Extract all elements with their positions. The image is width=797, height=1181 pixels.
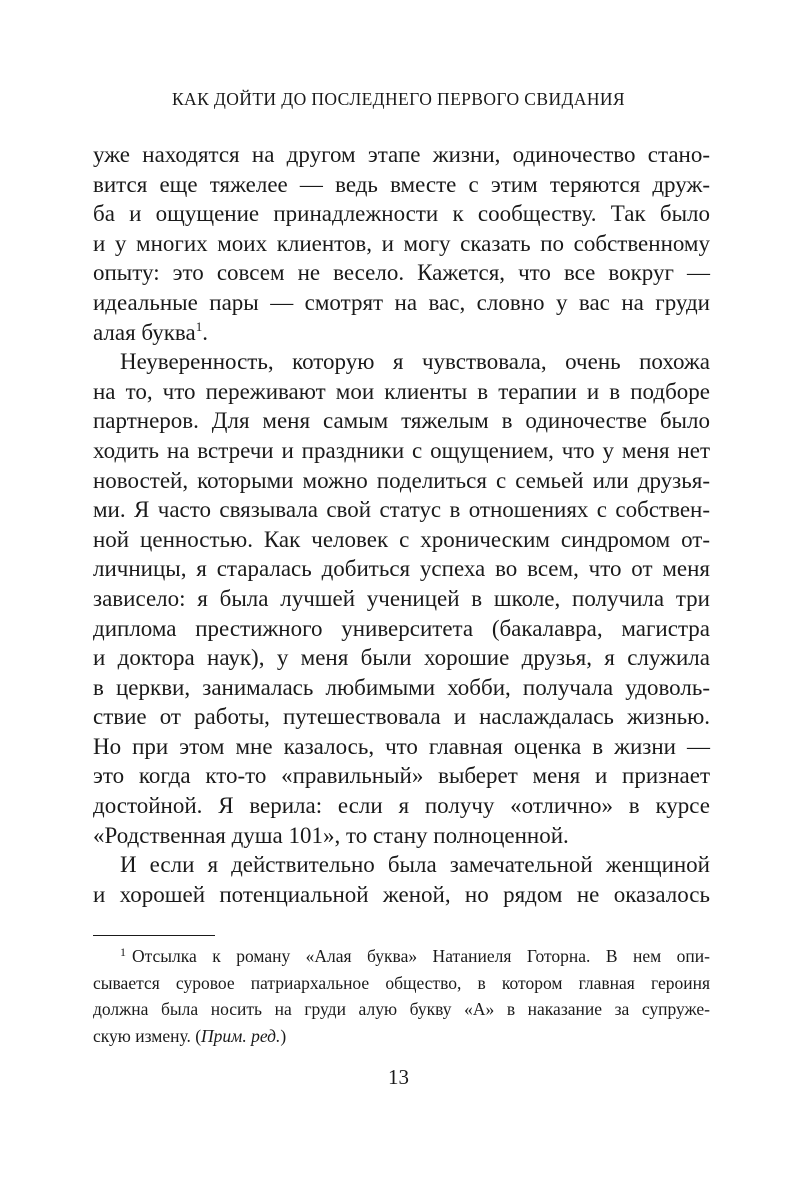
text-line: ми. Я часто связывала свой статус в отношениях с собствен- — [93, 497, 710, 523]
text-line: новостей, которыми можно поделиться с семьей или друзья- — [93, 467, 710, 493]
text-line: вится еще тяжелее — ведь вместе с этим теряются друж- — [93, 171, 710, 197]
footnote-rule — [93, 935, 215, 936]
text-line: партнеров. Для меня самым тяжелым в одиночестве было — [93, 408, 710, 434]
footnote-line-last — [93, 1023, 710, 1050]
page-number: 13 — [388, 1065, 409, 1089]
footnote — [93, 943, 710, 1049]
footnote-line: должна была носить на груди алую букву «А» в наказание за супруже- — [93, 999, 710, 1019]
text-line: личницы, я старалась добиться успеха во всем, что от меня — [93, 556, 710, 582]
running-head: КАК ДОЙТИ ДО ПОСЛЕДНЕГО ПЕРВОГО СВИДАНИЯ — [171, 89, 626, 109]
text-line: и доктора наук), у меня были хорошие друзья, я служила — [93, 645, 710, 671]
footnote-line — [93, 943, 710, 970]
text-line: на то, что переживают мои клиенты в терапии и в подборе — [93, 378, 710, 404]
footnote-marker: 1 — [120, 945, 126, 959]
text-line: диплома престижного университета (бакалавра, магистра — [93, 615, 710, 641]
paragraph-3 — [93, 850, 710, 909]
text-line: достойной. Я верила: если я получу «отлично» в курсе — [93, 793, 710, 819]
text-line: ствие от работы, путешествовала и наслаждалась жизнью. — [93, 704, 710, 730]
text-line: идеальные пары — смотрят на вас, словно у вас на груди — [93, 289, 710, 315]
text-line: и у многих моих клиентов, и могу сказать по собственному — [93, 230, 710, 256]
text-fragment: скую измену. ( — [93, 1025, 202, 1046]
footnote-reference: 1 — [195, 318, 203, 334]
text-line: зависело: я была лучшей ученицей в школе, получила три — [93, 585, 710, 611]
text-line: это когда кто-то «правильный» выберет меня и признает — [93, 763, 710, 789]
paragraph-2 — [93, 347, 710, 850]
footnote-text: Отсылка к роману «Алая буква» Натаниеля Готорна. В нем опи- — [132, 946, 710, 966]
text-line: И если я действительно была замечательной женщиной — [120, 852, 710, 878]
text-line: уже находятся на другом этапе жизни, одиночество стано- — [93, 142, 710, 167]
text-line: ба и ощущение принадлежности к сообществу. Так было — [93, 201, 710, 227]
footnote-line: сывается суровое патриархальное общество, в котором главная героиня — [93, 972, 710, 993]
editor-note: Прим. ред. — [201, 1025, 281, 1046]
body-text — [93, 140, 710, 909]
text-fragment: ) — [280, 1025, 287, 1046]
text-line: ной ценностью. Как человек с хроническим синдромом от- — [93, 526, 710, 552]
text-line: ходить на встречи и праздники с ощущением, что у меня нет — [93, 437, 710, 463]
text-line: Неуверенность, которую я чувствовала, очень похожа — [120, 349, 710, 375]
text-line: Но при этом мне казалось, что главная оценка в жизни — — [93, 733, 710, 759]
text-line: опыту: это совсем не весело. Кажется, что все вокруг — — [93, 260, 710, 286]
text-fragment: . — [202, 319, 208, 345]
paragraph-1 — [93, 140, 710, 347]
text-line: в церкви, занималась любимыми хобби, получала удоволь- — [93, 674, 710, 700]
text-line: и хорошей потенциальной женой, но рядом не оказалось — [93, 881, 710, 907]
text-line-last — [93, 318, 710, 348]
text-fragment: алая буква — [93, 319, 196, 345]
text-line-last: «Родственная душа 101», то стану полноценной. — [93, 822, 569, 848]
